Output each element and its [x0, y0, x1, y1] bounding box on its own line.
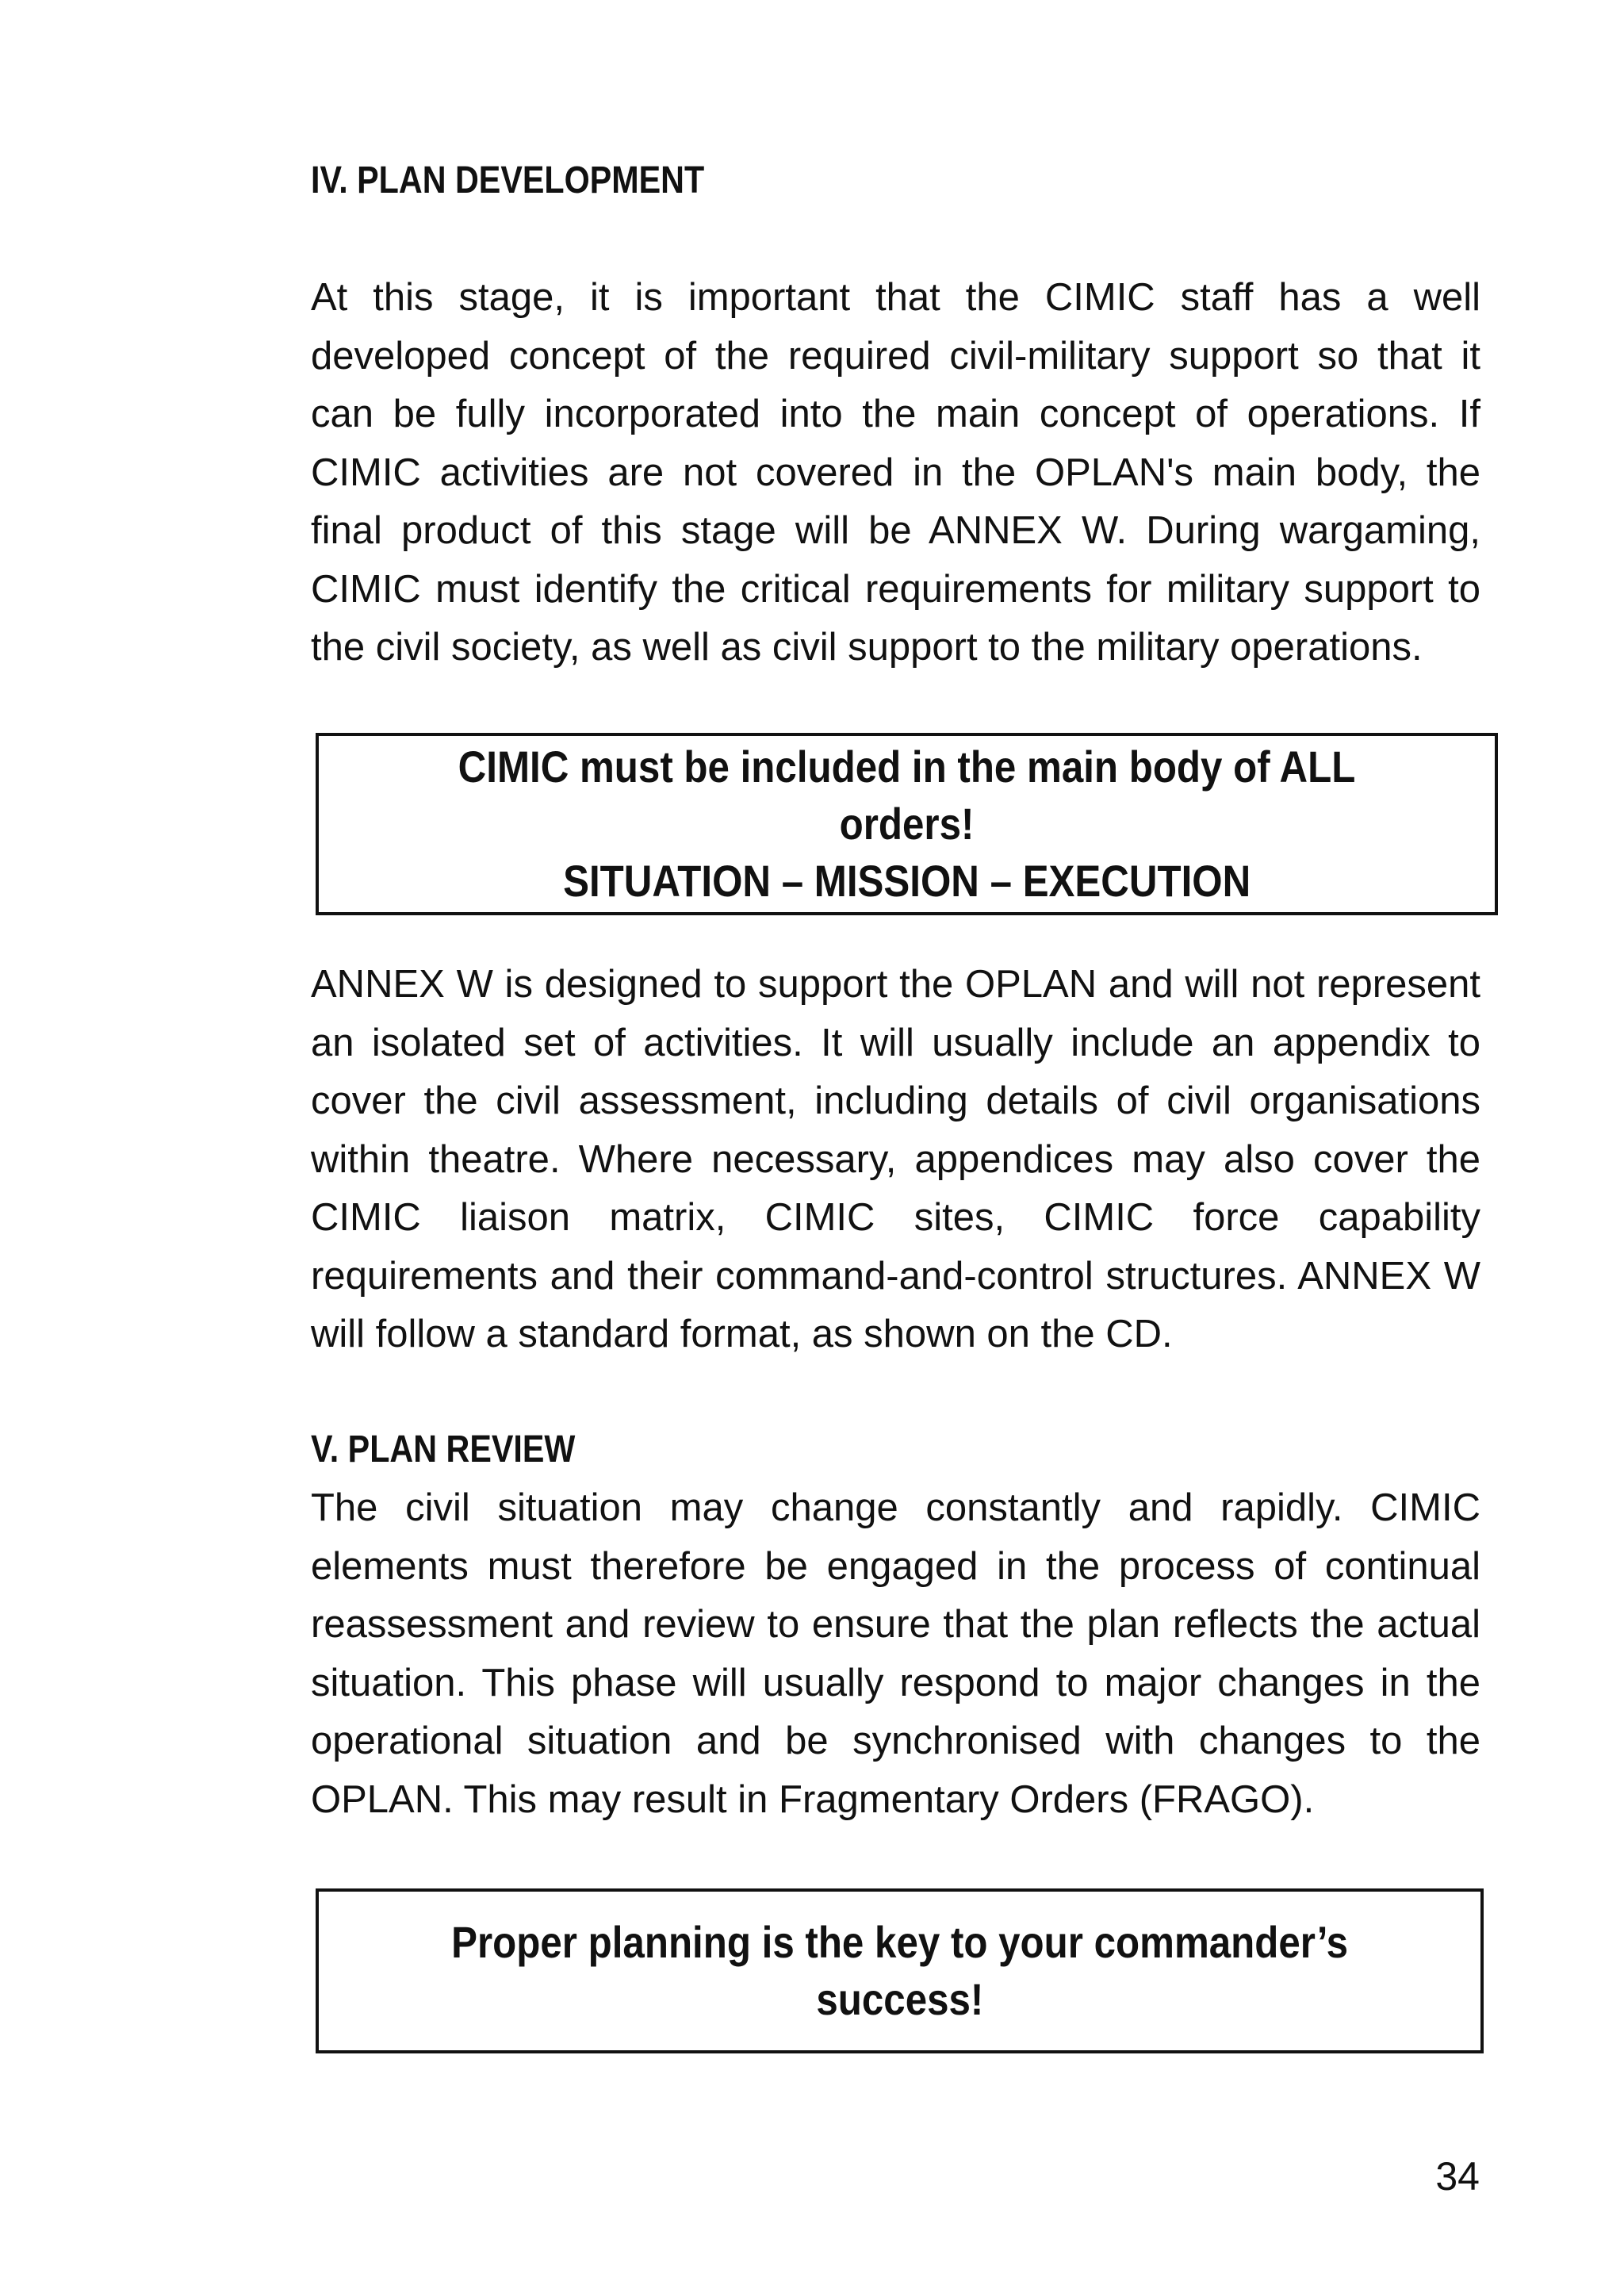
callout-cimic-orders-line: CIMIC must be included in the main body of ALL orders!: [458, 742, 1356, 849]
section-v-heading: V. PLAN REVIEW: [311, 1428, 576, 1470]
section-iv-paragraph: At this stage, it is important that the CIMIC staff has a well developed concept of the required civil-military support so that it can be fully incorporated into the main concept of operations. If CIMIC activities are not covered in the OPLAN's main body, the final product of this stage will be ANNEX W. During wargaming, CIMIC must identify the critical requirements for military support to the civil society, as well as civil support to the military operations.: [311, 276, 1480, 669]
section-v-paragraph: The civil situation may change constantly and rapidly. CIMIC elements must therefore be engaged in the process of continual reassessment and review to ensure that the plan reflects the actual situation. This phase will usually respond to major changes in the operational situation and be synchronised with changes to the OPLAN. This may result in Fragmentary Orders (FRAGO).: [311, 1486, 1480, 1821]
page-number: 34: [1435, 2154, 1480, 2199]
annex-w-paragraph: ANNEX W is designed to support the OPLAN and will not represent an isolated set of activities. It will usually include an appendix to cover the civil assessment, including details of civil organisations within theatre. Where necessary, appendices may also cover the CIMIC liaison matrix, CIMIC sites, CIMIC force capability requirements and their command-and-control structures. ANNEX W will follow a standard format, as shown on the CD.: [311, 963, 1480, 1355]
callout-proper-planning-line: Proper planning is the key to your commander’s: [451, 1917, 1348, 1967]
callout-box-proper-planning: [316, 1888, 1484, 2053]
callout-situation-mission-execution-line: SITUATION – MISSION – EXECUTION: [562, 856, 1251, 906]
callout-success-line: success!: [816, 1974, 983, 2024]
callout-box-cimic-orders: [316, 733, 1498, 915]
section-iv-heading: IV. PLAN DEVELOPMENT: [311, 159, 705, 201]
